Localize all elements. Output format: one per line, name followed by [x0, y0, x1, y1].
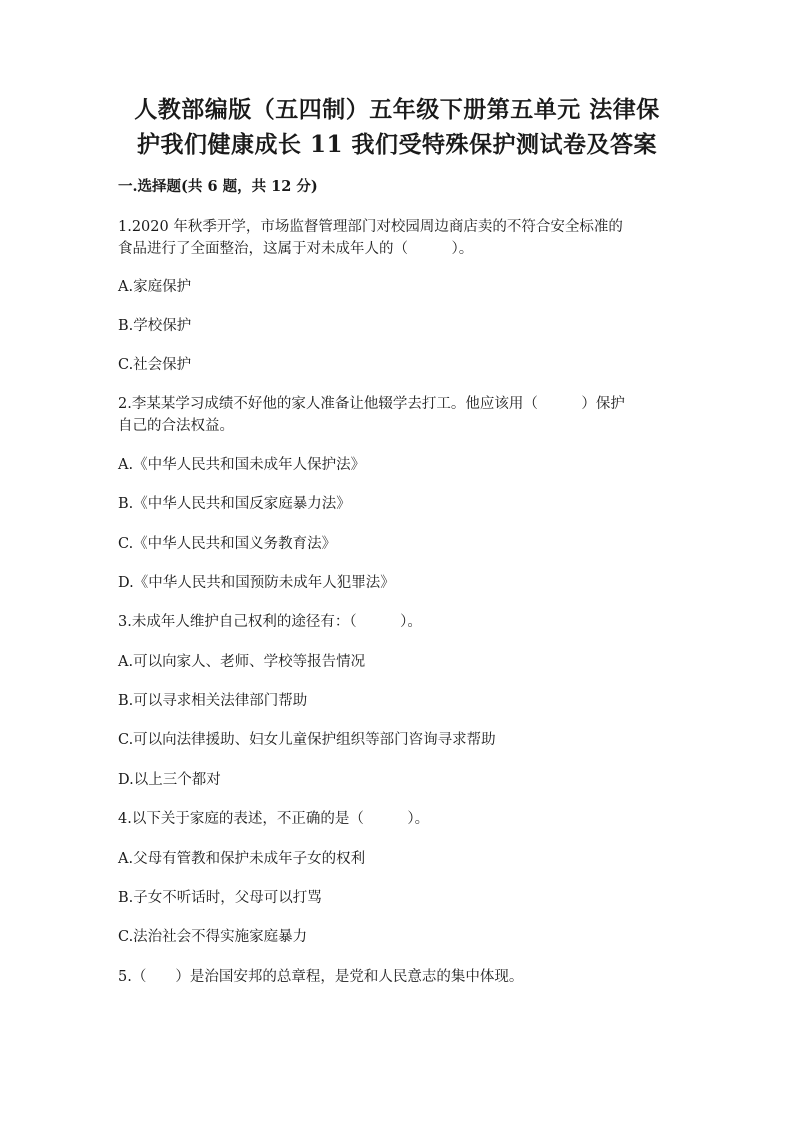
question-2-option-c: C.《中华人民共和国义务教育法》 [118, 536, 337, 552]
question-1-stem-line-2: 食品进行了全面整治，这属于对未成年人的（ ）。 [118, 241, 474, 257]
question-4-stem-line-1: 4.以下关于家庭的表述，不正确的是（ ）。 [118, 811, 430, 827]
document-title-line-2: 护我们健康成长 11 我们受特殊保护测试卷及答案 [136, 131, 658, 158]
question-2-stem-line-2: 自己的合法权益。 [118, 418, 234, 434]
question-3-option-d: D.以上三个都对 [118, 772, 221, 788]
question-3-option-b: B.可以寻求相关法律部门帮助 [118, 693, 308, 709]
question-2-option-b: B.《中华人民共和国反家庭暴力法》 [118, 496, 351, 512]
question-1-option-c: C.社会保护 [118, 357, 192, 373]
question-5-stem-line-1: 5.（ ）是治国安邦的总章程，是党和人民意志的集中体现。 [118, 969, 524, 985]
question-3-option-a: A.可以向家人、老师、学校等报告情况 [118, 654, 366, 670]
question-3-option-c: C.可以向法律援助、妇女儿童保护组织等部门咨询寻求帮助 [118, 732, 496, 748]
question-2-option-a: A.《中华人民共和国未成年人保护法》 [118, 457, 366, 473]
section-heading: 一.选择题(共 6 题，共 12 分) [118, 178, 318, 195]
question-4-option-c: C.法治社会不得实施家庭暴力 [118, 929, 308, 945]
question-4-option-b: B.子女不听话时，父母可以打骂 [118, 890, 322, 906]
question-2-stem-line-1: 2.李某某学习成绩不好他的家人准备让他辍学去打工。他应该用（ ）保护 [118, 396, 625, 412]
question-2-option-d: D.《中华人民共和国预防未成年人犯罪法》 [118, 575, 395, 591]
question-1-option-b: B.学校保护 [118, 318, 192, 334]
question-1-stem-line-1: 1.2020 年秋季开学，市场监督管理部门对校园周边商店卖的不符合安全标准的 [118, 219, 623, 235]
question-4-option-a: A.父母有管教和保护未成年子女的权利 [118, 851, 366, 867]
question-1-option-a: A.家庭保护 [118, 279, 192, 295]
question-3-stem-line-1: 3.未成年人维护自己权利的途径有：（ ）。 [118, 614, 422, 630]
document-title-line-1: 人教部编版（五四制）五年级下册第五单元 法律保 [134, 96, 660, 123]
